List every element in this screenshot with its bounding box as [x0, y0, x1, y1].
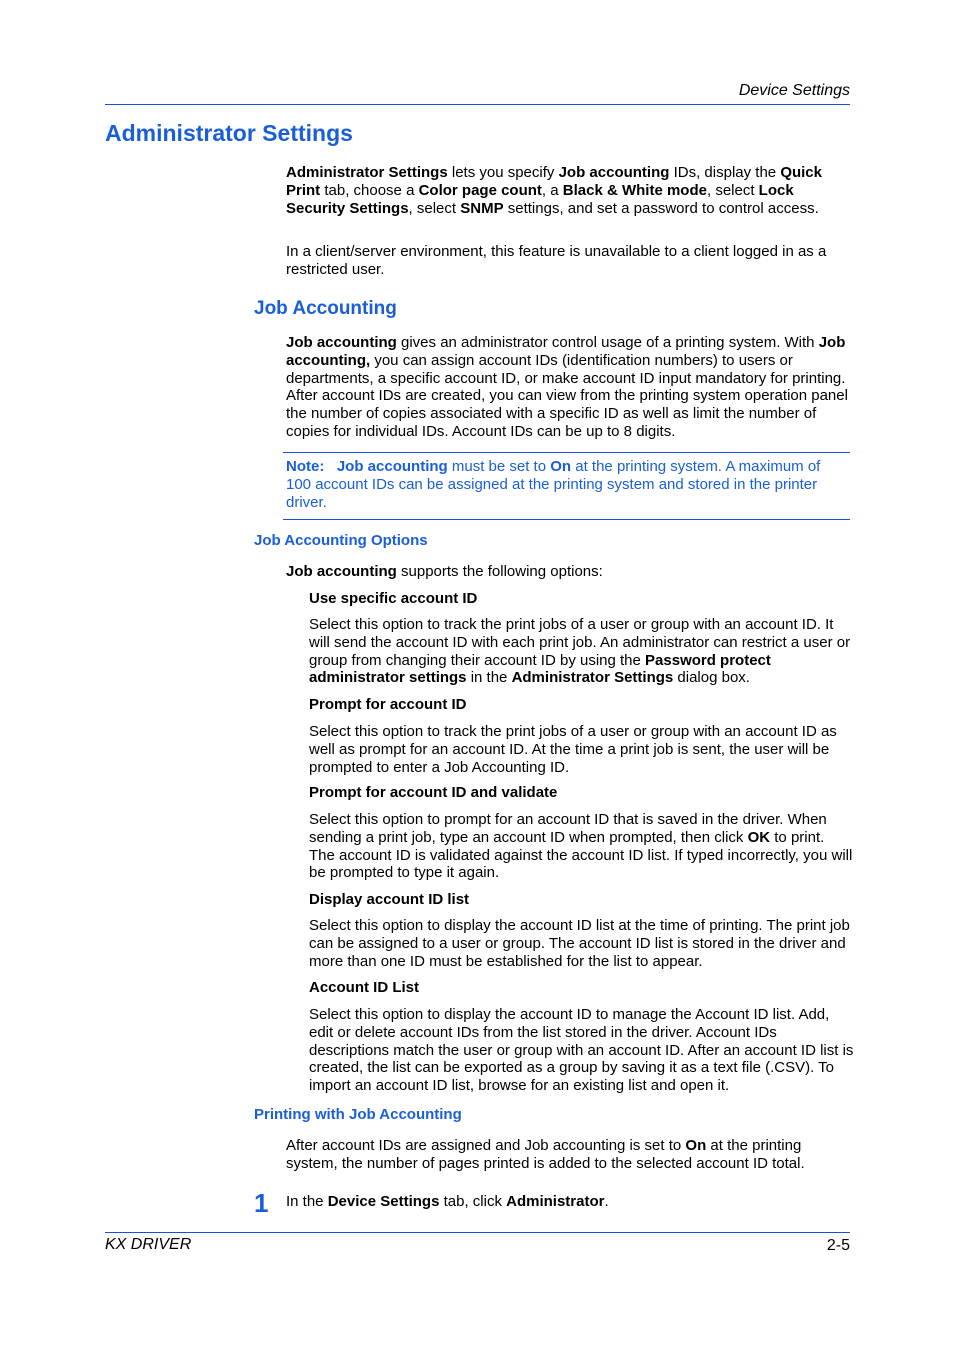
text-run: must be set to	[447, 458, 551, 475]
option-body-use-specific	[309, 616, 854, 687]
bold-term: On	[685, 1137, 707, 1154]
bold-term: Job accounting	[286, 563, 397, 580]
bold-term: Quick Print	[286, 164, 822, 199]
bold-term: Lock Security Settings	[286, 181, 794, 217]
bold-term: SNMP	[460, 199, 504, 217]
text-run: supports the following options:	[396, 563, 603, 580]
text-run: .	[604, 1193, 609, 1210]
options-heading: Job Accounting Options	[254, 532, 428, 549]
text-run: Select this option to prompt for an account ID that is saved in the driver. When sending a print job, type an account ID when prompted, then click	[309, 811, 827, 846]
printing-heading: Printing with Job Accounting	[254, 1106, 462, 1123]
intro-paragraph-1	[286, 164, 851, 217]
job-accounting-heading: Job Accounting	[254, 298, 397, 319]
option-body-account-id-list	[309, 1006, 854, 1095]
intro-paragraph-2	[286, 243, 851, 279]
bold-term: OK	[747, 828, 771, 846]
text-run: In the	[286, 1193, 328, 1210]
bold-term: Note:	[286, 458, 325, 475]
page-title: Administrator Settings	[105, 120, 353, 146]
footer-product-name: KX DRIVER	[105, 1236, 192, 1253]
bold-term: Job accounting	[286, 334, 397, 351]
header-rule	[105, 104, 850, 105]
bold-term: Job accounting	[558, 164, 670, 181]
text-run: , select	[408, 199, 461, 217]
text-run: to print. The account ID is validated against the account ID list. If typed incorrectly, you will be prompted to type it again.	[309, 828, 853, 882]
note-top-rule	[283, 452, 850, 453]
text-run: IDs, display the	[669, 164, 781, 181]
options-intro	[286, 563, 851, 581]
text-run	[324, 458, 337, 475]
bold-term: Color page count	[418, 181, 542, 199]
text-run: Select this option to track the print jobs of a user or group with an account ID as well as prompt for an account ID. At the time a print job is sent, the user will be prompted to enter a Job Accounting ID.	[309, 723, 837, 776]
text-run: Select this option to display the account ID list at the time of printing. The print job can be assigned to a user or group. The account ID list is stored in the driver and more than one ID must be established for the list to appear.	[309, 917, 850, 970]
footer-rule	[105, 1232, 850, 1233]
step-number: 1	[254, 1188, 269, 1218]
step-text	[286, 1193, 851, 1211]
bold-term: Black & White mode	[562, 181, 707, 199]
option-body-prompt-validate	[309, 811, 854, 882]
text-run: lets you specify	[447, 164, 559, 181]
option-title-prompt: Prompt for account ID	[309, 696, 467, 713]
option-title-prompt-validate: Prompt for account ID and validate	[309, 784, 558, 801]
running-header: Device Settings	[738, 82, 850, 99]
note-text	[286, 458, 846, 511]
text-run: dialog box.	[673, 669, 750, 687]
text-run: Select this option to display the account ID to manage the Account ID list. Add, edit or delete account IDs from the list stored in the driver. Account IDs descriptions match the user or group with an account ID. After an account ID list is created, the list can be exported as a group by saving it as a text file (.CSV). To import an account ID list, browse for an existing list and open it.	[309, 1006, 854, 1095]
text-run: tab, choose a	[320, 181, 419, 199]
option-title-use-specific: Use specific account ID	[309, 590, 478, 607]
bold-term: Administrator Settings	[286, 164, 448, 181]
job-accounting-paragraph	[286, 334, 851, 441]
text-run: , a	[541, 181, 563, 199]
text-run: After account IDs are assigned and Job accounting is set to	[286, 1137, 686, 1154]
option-title-display-list: Display account ID list	[309, 891, 470, 908]
page-number: 2-5	[826, 1237, 850, 1254]
text-run: tab, click	[439, 1193, 507, 1210]
printing-paragraph	[286, 1137, 851, 1173]
text-run: at the printing system, the number of pages printed is added to the selected account ID total.	[286, 1137, 805, 1172]
bold-term: Administrator Settings	[511, 669, 674, 687]
note-bottom-rule	[283, 519, 850, 520]
option-body-prompt	[309, 723, 854, 776]
option-title-account-id-list: Account ID List	[309, 979, 420, 996]
text-run: settings, and set a password to control access.	[503, 199, 819, 217]
bold-term: Device Settings	[327, 1193, 440, 1210]
text-run: gives an administrator control usage of a printing system. With	[396, 334, 819, 351]
bold-term: Administrator	[506, 1193, 605, 1210]
bold-term: Job accounting,	[286, 334, 846, 369]
text-run: at the printing system. A maximum of 100 account IDs can be assigned at the printing system and stored in the printer driver.	[286, 458, 821, 511]
option-body-display-list	[309, 917, 854, 970]
text-run: Select this option to track the print jobs of a user or group with an account ID. It will send the account ID with each print job. An administrator can restrict a user or group from changing their account ID by using the	[309, 616, 851, 669]
text-run: you can assign account IDs (identification numbers) to users or departments, a specific account ID, or make account ID input mandatory for printing. After account IDs are created, you can view from the printing system operation panel the number of copies associated with a specific ID as well as limit the number of copies for individual IDs. Account IDs can be up to 8 digits.	[286, 351, 848, 440]
bold-term: Password protect administrator settings	[309, 651, 771, 687]
text-run: , select	[706, 181, 759, 199]
text-run: in the	[466, 669, 512, 687]
text-run: In a client/server environment, this feature is unavailable to a client logged in as a restricted user.	[286, 243, 827, 278]
bold-term: Job accounting	[336, 458, 448, 475]
bold-term: On	[550, 458, 572, 475]
